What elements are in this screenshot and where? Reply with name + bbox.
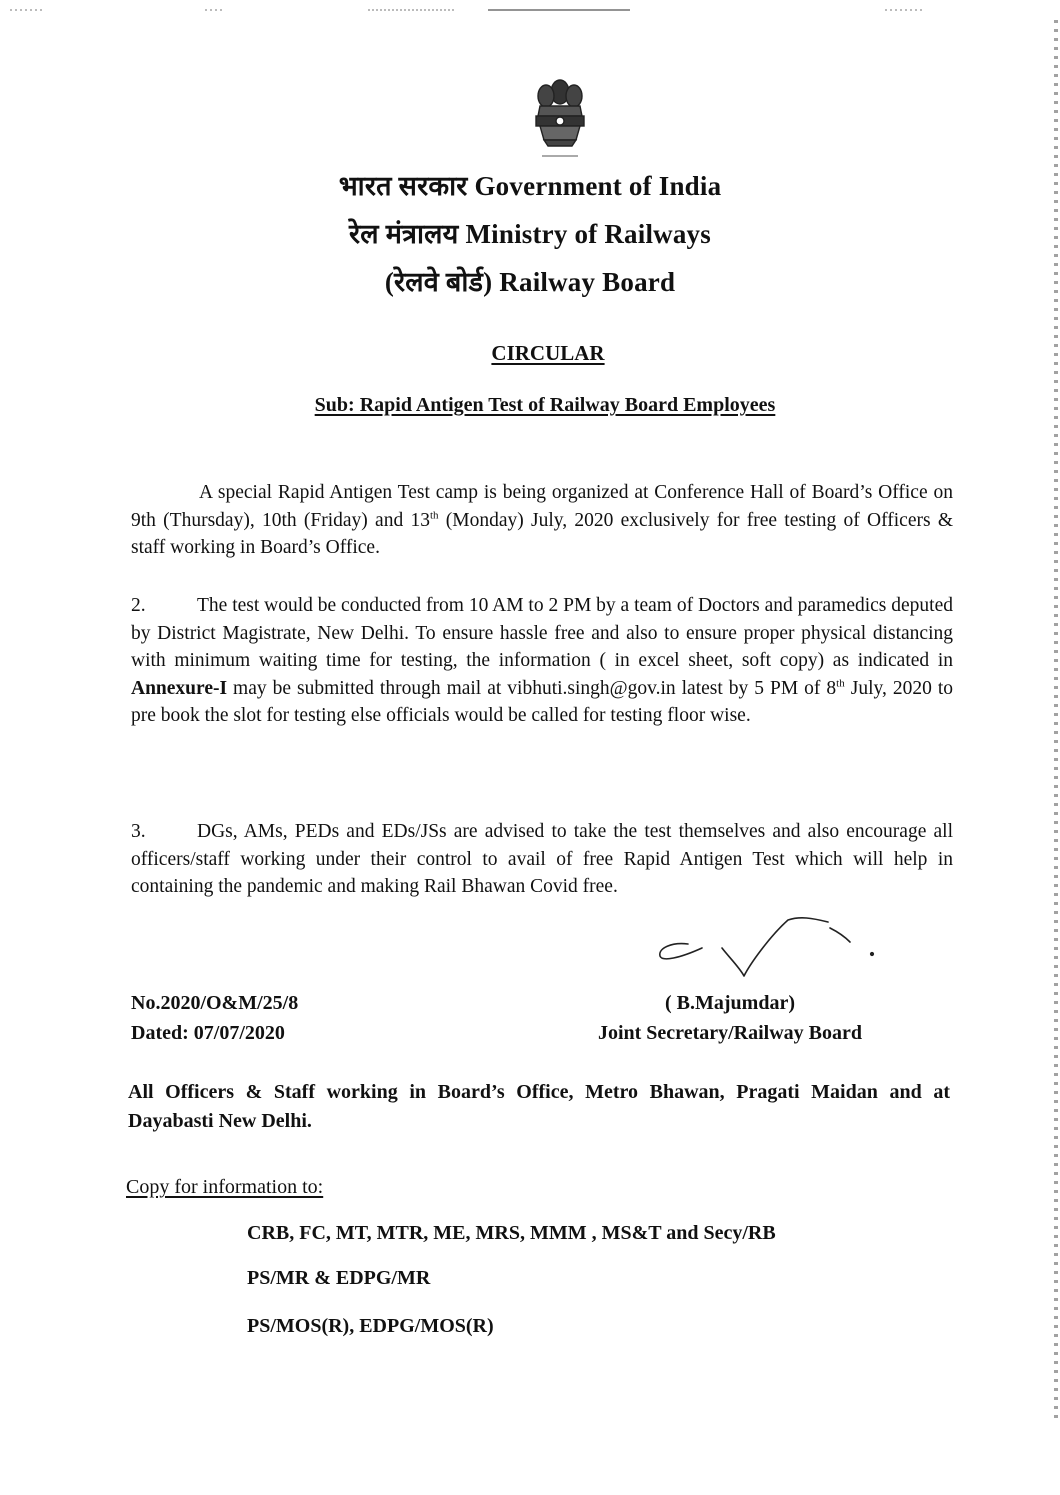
header-government: भारत सरकार Government of India [338, 171, 722, 201]
reference-number: No.2020/O&M/25/8 [131, 992, 299, 1014]
paragraph-2-text-c: July, 2020 to pre book the slot for testing else officials would be called for testing floor wise. [131, 677, 953, 726]
paragraph-2-text-a: The test would be conducted from 10 AM to 2 PM by a team of Doctors and paramedics deputed by District Magistrate, New Delhi. To ensure hassle free and also to ensure proper physical distancing with minimum waiting time for testing, the information ( in excel sheet, soft copy) as indicated in [131, 595, 953, 671]
paragraph-1-sup: th [429, 509, 439, 521]
circular-subject: Sub: Rapid Antigen Test of Railway Board Employees [314, 394, 776, 416]
addressee: All Officers & Staff working in Board’s Office, Metro Bhawan, Pragati Maidan and at Dayabasti New Delhi. [128, 1081, 950, 1132]
paragraph-1 [131, 479, 953, 562]
circular-title: CIRCULAR [491, 341, 605, 365]
national-emblem-icon [520, 70, 600, 162]
header-board: (रेलवे बोर्ड) Railway Board [384, 267, 676, 297]
paragraph-2 [131, 592, 953, 730]
reference-block [131, 988, 298, 1048]
paragraph-3-number: 3. [131, 821, 146, 842]
paragraph-2-text-b: may be submitted through mail at vibhuti.singh@gov.in latest by 5 PM of 8 [227, 677, 837, 699]
paragraph-1-text: A special Rapid Antigen Test camp is being organized at Conference Hall of Board’s Office on 9th (Thursday), 10th (Friday) and 13 [131, 482, 953, 531]
paragraph-1-text-after: (Monday) July, 2020 exclusively for free testing of Officers & staff working in Board’s Office. [131, 509, 953, 558]
paragraph-3-text: DGs, AMs, PEDs and EDs/JSs are advised to take the test themselves and also encourage all officers/staff working under their control to avail of free Rapid Antigen Test which will help in containing the pandemic and making Rail Bhawan Covid free. [131, 821, 953, 897]
paragraph-3 [131, 818, 953, 901]
paragraph-2-number: 2. [131, 595, 146, 616]
copy-recipient-line: PS/MOS(R), EDPG/MOS(R) [247, 1315, 494, 1337]
copy-label: Copy for information to: [126, 1176, 324, 1198]
annexure-reference: Annexure-I [131, 677, 228, 699]
paragraph-2-sup: th [836, 677, 845, 689]
signatory-name: ( B.Majumdar) [665, 992, 795, 1014]
scan-top-marks [0, 8, 1060, 12]
copy-recipient-line: PS/MR & EDPG/MR [247, 1267, 431, 1289]
reference-date: Dated: 07/07/2020 [131, 1022, 285, 1044]
signatory-block [560, 988, 900, 1048]
header-ministry: रेल मंत्रालय Ministry of Railways [349, 219, 711, 249]
copy-recipient-line: CRB, FC, MT, MTR, ME, MRS, MMM , MS&T and Secy/RB [247, 1222, 776, 1244]
handwritten-signature [650, 912, 890, 992]
signatory-designation: Joint Secretary/Railway Board [597, 1022, 863, 1044]
